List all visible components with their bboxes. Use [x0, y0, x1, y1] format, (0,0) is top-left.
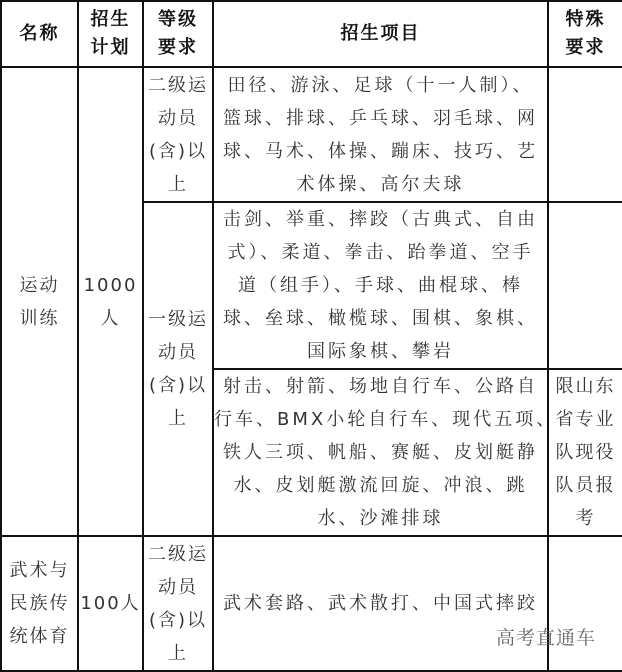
- sport-items: [213, 536, 548, 671]
- group-name: [1, 536, 78, 671]
- text-line: 球、马术、体操、蹦床、技巧、艺: [223, 140, 538, 162]
- level: [143, 67, 213, 202]
- line: 要求: [565, 37, 606, 58]
- text-line: 国际象棋、攀岩: [307, 341, 454, 362]
- group-quota: [78, 536, 143, 671]
- sport-items: [213, 369, 558, 536]
- text-line: 式）、柔道、拳击、跆拳道、空手: [227, 242, 534, 263]
- line: 等级: [158, 9, 198, 30]
- text-line: 击剑、举重、摔跤（古典式、自由: [223, 209, 538, 230]
- text-line: 上: [168, 173, 188, 195]
- text-line: 动员: [158, 576, 198, 598]
- text-line: 水、沙滩排球: [317, 508, 444, 529]
- level: [143, 202, 213, 536]
- line: 要求: [158, 37, 198, 58]
- line: 计划: [90, 37, 131, 58]
- special-requirement: [548, 369, 622, 536]
- line: 特殊: [565, 9, 606, 30]
- text-line: 篮球、排球、乒乓球、羽毛球、网: [223, 107, 538, 129]
- text-line: 道（组手）、手球、曲棍球、棒: [238, 275, 523, 296]
- table-row: [1, 536, 622, 671]
- special-requirement: [548, 202, 622, 369]
- special-requirement: [548, 536, 622, 671]
- text-line: 省专业: [555, 409, 616, 430]
- text-line: 统体育: [9, 626, 70, 647]
- text-line: 一级运: [148, 309, 208, 330]
- text-line: 动员: [158, 107, 198, 129]
- text-line: 考: [575, 508, 596, 529]
- text-line: 行车、BMX小轮自行车、现代五项、: [214, 409, 558, 430]
- group-quota: [78, 67, 143, 536]
- text-line: 铁人三项、帆船、赛艇、皮划艇静: [223, 442, 538, 463]
- text-line: 武术与: [9, 560, 70, 581]
- text-line: 动员: [158, 342, 198, 363]
- line: 招生: [90, 9, 131, 30]
- text-line: 球、垒球、橄榄球、围棋、象棋、: [223, 308, 538, 329]
- text-line: 人: [100, 307, 121, 329]
- text-line: 水、皮划艇激流回旋、冲浪、跳: [233, 475, 528, 496]
- text-line: 二级运: [148, 543, 208, 565]
- text-line: 田径、游泳、足球（十一人制）、: [227, 74, 534, 96]
- header-quota: [78, 1, 143, 67]
- table-row: [1, 67, 622, 202]
- text-line: 二级运: [148, 74, 208, 96]
- text-line: 队员报: [555, 475, 616, 496]
- sport-items: [213, 67, 548, 202]
- text-line: 民族传: [9, 593, 70, 614]
- text-line: 射击、射箭、场地自行车、公路自: [223, 376, 538, 397]
- text-line: 术体操、高尔夫球: [296, 173, 465, 195]
- header-name: 名称: [1, 1, 78, 67]
- group-name: [1, 67, 78, 536]
- text-line: 限山东: [555, 376, 616, 397]
- text-line: 训练: [19, 307, 60, 329]
- header-special: [548, 1, 622, 67]
- text-line: 1000: [83, 274, 138, 296]
- watermark: 高考直通车: [495, 627, 596, 649]
- header-items: 招生项目: [213, 1, 548, 67]
- level: [143, 536, 213, 671]
- text-line: (含)以: [148, 140, 208, 162]
- text-line: 运动: [19, 274, 60, 296]
- header-row: [1, 1, 622, 67]
- text-line: 武术套路、武术散打、中国式摔跤: [223, 593, 538, 614]
- special-requirement: [548, 67, 622, 202]
- text-line: 上: [168, 642, 188, 664]
- text-line: 队现役: [555, 442, 616, 463]
- text-line: 上: [168, 408, 188, 429]
- text-line: (含)以: [148, 375, 208, 396]
- text-line: (含)以: [148, 609, 208, 631]
- sport-items: [213, 202, 548, 369]
- text-line: 100人: [80, 593, 141, 614]
- header-level: [143, 1, 213, 67]
